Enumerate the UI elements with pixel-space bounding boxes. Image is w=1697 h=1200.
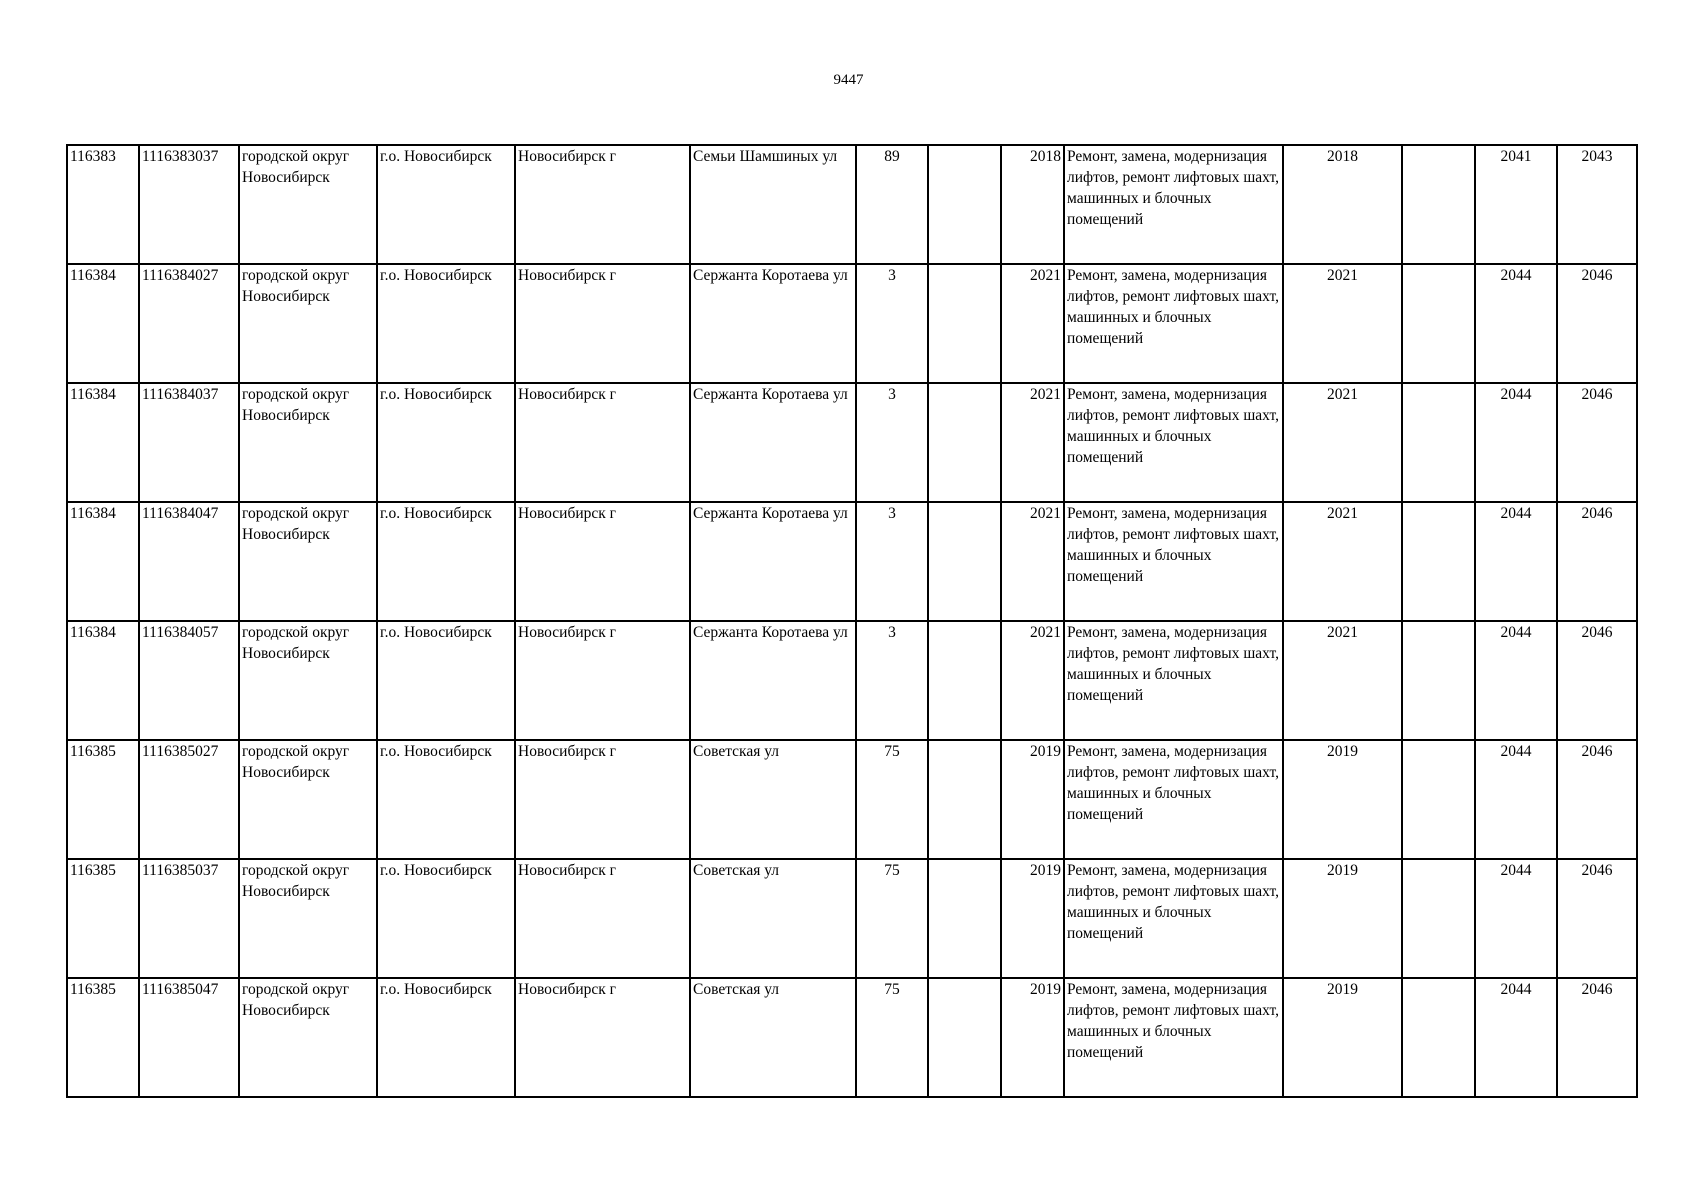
cell-plan-year: 2019	[1283, 859, 1402, 978]
table-row	[67, 740, 1637, 859]
cell-urban-okrug: г.о. Новосибирск	[377, 740, 515, 859]
cell-empty	[1402, 145, 1475, 264]
cell-urban-okrug: г.о. Новосибирск	[377, 859, 515, 978]
table-row	[67, 264, 1637, 383]
cell-period-from: 2044	[1475, 264, 1557, 383]
cell-year: 2021	[1001, 383, 1064, 502]
cell-street: Сержанта Коротаева ул	[690, 264, 856, 383]
cell-work-type: Ремонт, замена, модернизация лифтов, ремонт лифтовых шахт, машинных и блочных помещений	[1064, 383, 1283, 502]
cell-empty	[1402, 502, 1475, 621]
cell-empty	[1402, 383, 1475, 502]
cell-year: 2019	[1001, 978, 1064, 1097]
cell-house: 75	[856, 978, 928, 1097]
cell-year: 2018	[1001, 145, 1064, 264]
cell-empty	[1402, 978, 1475, 1097]
cell-district: городской округ Новосибирск	[239, 621, 377, 740]
cell-house: 3	[856, 502, 928, 621]
cell-plan-year: 2019	[1283, 740, 1402, 859]
cell-urban-okrug: г.о. Новосибирск	[377, 502, 515, 621]
cell-year: 2019	[1001, 740, 1064, 859]
cell-id: 1116384057	[139, 621, 239, 740]
cell-work-type: Ремонт, замена, модернизация лифтов, ремонт лифтовых шахт, машинных и блочных помещений	[1064, 264, 1283, 383]
cell-code: 116384	[67, 383, 139, 502]
cell-street: Семьи Шамшиных ул	[690, 145, 856, 264]
table-body	[67, 145, 1637, 1097]
cell-period-to: 2046	[1557, 740, 1637, 859]
cell-urban-okrug: г.о. Новосибирск	[377, 264, 515, 383]
cell-period-to: 2043	[1557, 145, 1637, 264]
page-number: 9447	[833, 72, 864, 88]
cell-code: 116384	[67, 264, 139, 383]
cell-house: 89	[856, 145, 928, 264]
cell-code: 116384	[67, 502, 139, 621]
cell-period-from: 2044	[1475, 502, 1557, 621]
cell-city: Новосибирск г	[515, 621, 690, 740]
cell-work-type: Ремонт, замена, модернизация лифтов, ремонт лифтовых шахт, машинных и блочных помещений	[1064, 621, 1283, 740]
cell-street: Сержанта Коротаева ул	[690, 502, 856, 621]
cell-period-from: 2044	[1475, 740, 1557, 859]
cell-district: городской округ Новосибирск	[239, 264, 377, 383]
cell-period-to: 2046	[1557, 978, 1637, 1097]
cell-district: городской округ Новосибирск	[239, 145, 377, 264]
cell-empty	[928, 383, 1001, 502]
cell-code: 116384	[67, 621, 139, 740]
table-row	[67, 145, 1637, 264]
cell-plan-year: 2019	[1283, 978, 1402, 1097]
cell-city: Новосибирск г	[515, 740, 690, 859]
cell-city: Новосибирск г	[515, 145, 690, 264]
cell-id: 1116385047	[139, 978, 239, 1097]
cell-empty	[928, 621, 1001, 740]
cell-city: Новосибирск г	[515, 264, 690, 383]
cell-empty	[1402, 621, 1475, 740]
cell-work-type: Ремонт, замена, модернизация лифтов, ремонт лифтовых шахт, машинных и блочных помещений	[1064, 145, 1283, 264]
cell-city: Новосибирск г	[515, 859, 690, 978]
cell-house: 3	[856, 383, 928, 502]
cell-period-to: 2046	[1557, 621, 1637, 740]
cell-street: Сержанта Коротаева ул	[690, 383, 856, 502]
registry-table	[66, 144, 1638, 1098]
cell-id: 1116383037	[139, 145, 239, 264]
cell-year: 2019	[1001, 859, 1064, 978]
cell-period-from: 2044	[1475, 859, 1557, 978]
cell-street: Советская ул	[690, 740, 856, 859]
cell-urban-okrug: г.о. Новосибирск	[377, 621, 515, 740]
cell-district: городской округ Новосибирск	[239, 978, 377, 1097]
cell-plan-year: 2021	[1283, 383, 1402, 502]
cell-code: 116383	[67, 145, 139, 264]
cell-district: городской округ Новосибирск	[239, 383, 377, 502]
cell-id: 1116384037	[139, 383, 239, 502]
cell-urban-okrug: г.о. Новосибирск	[377, 978, 515, 1097]
cell-code: 116385	[67, 859, 139, 978]
table-row	[67, 859, 1637, 978]
cell-period-from: 2044	[1475, 383, 1557, 502]
cell-urban-okrug: г.о. Новосибирск	[377, 145, 515, 264]
cell-house: 3	[856, 264, 928, 383]
table-row	[67, 621, 1637, 740]
cell-house: 75	[856, 859, 928, 978]
cell-year: 2021	[1001, 621, 1064, 740]
cell-empty	[1402, 740, 1475, 859]
cell-id: 1116385037	[139, 859, 239, 978]
cell-year: 2021	[1001, 502, 1064, 621]
cell-city: Новосибирск г	[515, 383, 690, 502]
cell-period-from: 2041	[1475, 145, 1557, 264]
cell-district: городской округ Новосибирск	[239, 502, 377, 621]
cell-year: 2021	[1001, 264, 1064, 383]
table-row	[67, 383, 1637, 502]
cell-code: 116385	[67, 740, 139, 859]
cell-district: городской округ Новосибирск	[239, 859, 377, 978]
cell-street: Советская ул	[690, 978, 856, 1097]
cell-plan-year: 2021	[1283, 502, 1402, 621]
cell-empty	[928, 502, 1001, 621]
cell-work-type: Ремонт, замена, модернизация лифтов, ремонт лифтовых шахт, машинных и блочных помещений	[1064, 502, 1283, 621]
cell-empty	[928, 145, 1001, 264]
cell-empty	[928, 978, 1001, 1097]
cell-id: 1116385027	[139, 740, 239, 859]
cell-plan-year: 2018	[1283, 145, 1402, 264]
cell-empty	[928, 740, 1001, 859]
cell-code: 116385	[67, 978, 139, 1097]
cell-street: Сержанта Коротаева ул	[690, 621, 856, 740]
table-row	[67, 978, 1637, 1097]
cell-urban-okrug: г.о. Новосибирск	[377, 383, 515, 502]
cell-house: 3	[856, 621, 928, 740]
cell-work-type: Ремонт, замена, модернизация лифтов, ремонт лифтовых шахт, машинных и блочных помещений	[1064, 978, 1283, 1097]
cell-period-from: 2044	[1475, 621, 1557, 740]
cell-plan-year: 2021	[1283, 621, 1402, 740]
cell-empty	[928, 264, 1001, 383]
cell-plan-year: 2021	[1283, 264, 1402, 383]
cell-work-type: Ремонт, замена, модернизация лифтов, ремонт лифтовых шахт, машинных и блочных помещений	[1064, 740, 1283, 859]
cell-period-to: 2046	[1557, 264, 1637, 383]
cell-street: Советская ул	[690, 859, 856, 978]
cell-empty	[1402, 264, 1475, 383]
cell-id: 1116384027	[139, 264, 239, 383]
cell-period-from: 2044	[1475, 978, 1557, 1097]
cell-house: 75	[856, 740, 928, 859]
cell-district: городской округ Новосибирск	[239, 740, 377, 859]
cell-id: 1116384047	[139, 502, 239, 621]
cell-work-type: Ремонт, замена, модернизация лифтов, ремонт лифтовых шахт, машинных и блочных помещений	[1064, 859, 1283, 978]
cell-period-to: 2046	[1557, 859, 1637, 978]
cell-period-to: 2046	[1557, 383, 1637, 502]
cell-empty	[928, 859, 1001, 978]
cell-city: Новосибирск г	[515, 502, 690, 621]
cell-city: Новосибирск г	[515, 978, 690, 1097]
table-row	[67, 502, 1637, 621]
cell-period-to: 2046	[1557, 502, 1637, 621]
cell-empty	[1402, 859, 1475, 978]
